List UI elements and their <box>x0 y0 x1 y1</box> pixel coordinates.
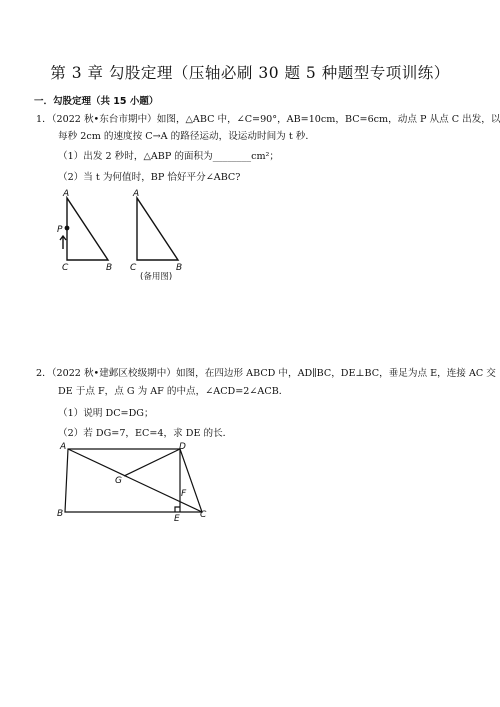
label-g: G <box>115 476 122 486</box>
label-d: D <box>179 442 186 452</box>
label-a: A <box>63 189 70 199</box>
label-a-backup: A <box>133 189 140 199</box>
section-heading: 一．勾股定理（共 15 小题） <box>34 96 159 107</box>
triangle-abc-backup <box>137 198 178 260</box>
segment-dg <box>124 449 180 476</box>
label-b-backup: B <box>176 263 183 273</box>
label-a: A <box>60 442 67 452</box>
label-p: P <box>57 225 63 235</box>
problem2-question2: （2）若 DG=7，EC=4，求 DE 的长． <box>58 428 233 439</box>
problem1-line2: 每秒 2cm 的速度按 C→A 的路径运动，设运动时间为 t 秒． <box>58 131 315 142</box>
problem2-line1: 2．（2022 秋•建邺区校级期中）如图，在四边形 ABCD 中，AD∥BC，DE⊥BC，垂足为点 E，连接 AC 交 <box>36 368 496 379</box>
problem2-question1: （1）说明 DC=DG； <box>58 408 154 419</box>
problem1-question1: （1）出发 2 秒时，△ABP 的面积为________cm²； <box>58 151 279 162</box>
problem2-figure <box>55 440 215 522</box>
right-angle-mark <box>175 507 180 512</box>
problem2-line2: DE 于点 F，点 G 为 AF 的中点，∠ACD=2∠ACB． <box>58 386 289 397</box>
label-c-backup: C <box>130 263 137 273</box>
label-c: C <box>62 263 69 273</box>
label-b: B <box>57 509 64 519</box>
problem1-figure <box>50 188 190 280</box>
triangle-abc <box>67 198 108 260</box>
label-c: C <box>200 510 207 520</box>
problem1-question2: （2）当 t 为何值时，BP 恰好平分∠ABC? <box>58 172 241 183</box>
page-title: 第 3 章 勾股定理（压轴必刷 30 题 5 种题型专项训练） <box>50 64 450 82</box>
backup-figure-caption: (备用图) <box>140 272 173 280</box>
label-b: B <box>106 263 113 273</box>
point-p <box>65 226 70 231</box>
segment-ac <box>68 449 202 512</box>
label-f: F <box>181 489 187 499</box>
problem1-line1: 1．（2022 秋•东台市期中）如图，△ABC 中，∠C=90°，AB=10cm，BC=6cm，动点 P 从点 C 出发，以 <box>36 114 500 125</box>
label-e: E <box>174 514 180 522</box>
